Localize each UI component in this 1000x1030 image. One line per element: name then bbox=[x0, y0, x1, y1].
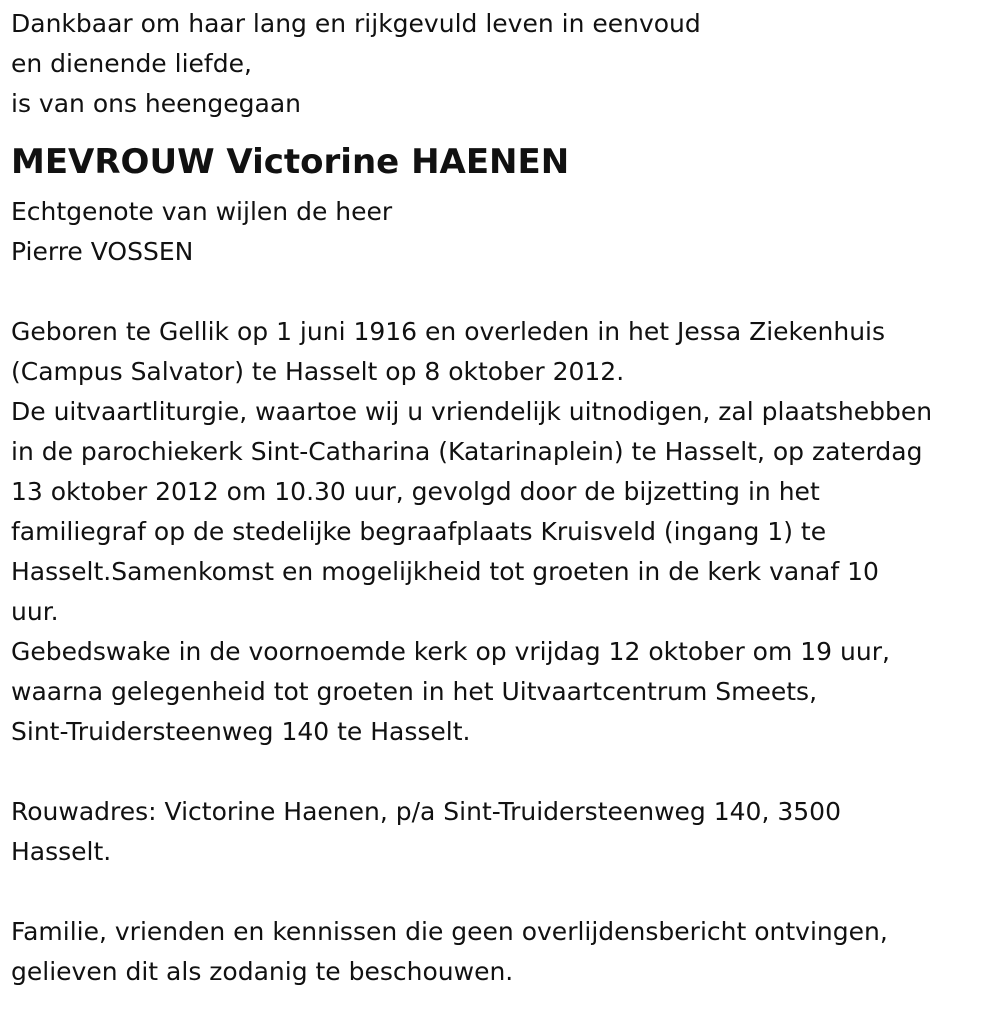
details-line: 13 oktober 2012 om 10.30 uur, gevolgd door de bijzetting in het bbox=[11, 477, 820, 506]
details-line: Sint-Truidersteenweg 140 te Hasselt. bbox=[11, 717, 471, 746]
intro-line: Dankbaar om haar lang en rijkgevuld leven in eenvoud bbox=[11, 9, 701, 38]
intro-line: is van ons heengegaan bbox=[11, 89, 301, 118]
details-block bbox=[11, 312, 996, 752]
details-line: Hasselt.Samenkomst en mogelijkheid tot groeten in de kerk vanaf 10 bbox=[11, 557, 879, 586]
details-line: Gebedswake in de voornoemde kerk op vrijdag 12 oktober om 19 uur, bbox=[11, 637, 890, 666]
spacer bbox=[11, 872, 996, 912]
closing-line: gelieven dit als zodanig te beschouwen. bbox=[11, 957, 514, 986]
deceased-name: MEVROUW Victorine HAENEN bbox=[11, 142, 570, 182]
details-line: De uitvaartliturgie, waartoe wij u vriendelijk uitnodigen, zal plaatshebben bbox=[11, 397, 933, 426]
death-notice bbox=[11, 4, 996, 992]
relation-line: Pierre VOSSEN bbox=[11, 237, 194, 266]
relation-block bbox=[11, 192, 996, 272]
relation-line: Echtgenote van wijlen de heer bbox=[11, 197, 393, 226]
intro-line: en dienende liefde, bbox=[11, 49, 252, 78]
spacer bbox=[11, 272, 996, 312]
details-line: in de parochiekerk Sint-Catharina (Katarinaplein) te Hasselt, op zaterdag bbox=[11, 437, 923, 466]
details-line: uur. bbox=[11, 597, 59, 626]
details-line: waarna gelegenheid tot groeten in het Uitvaartcentrum Smeets, bbox=[11, 677, 818, 706]
closing-block bbox=[11, 912, 996, 992]
spacer bbox=[11, 752, 996, 792]
address-block bbox=[11, 792, 996, 872]
details-line: (Campus Salvator) te Hasselt op 8 oktober 2012. bbox=[11, 357, 625, 386]
address-line: Hasselt. bbox=[11, 837, 112, 866]
details-line: Geboren te Gellik op 1 juni 1916 en overleden in het Jessa Ziekenhuis bbox=[11, 317, 886, 346]
intro-block bbox=[11, 4, 996, 124]
closing-line: Familie, vrienden en kennissen die geen overlijdensbericht ontvingen, bbox=[11, 917, 888, 946]
details-line: familiegraf op de stedelijke begraafplaats Kruisveld (ingang 1) te bbox=[11, 517, 827, 546]
address-line: Rouwadres: Victorine Haenen, p/a Sint-Truidersteenweg 140, 3500 bbox=[11, 797, 841, 826]
